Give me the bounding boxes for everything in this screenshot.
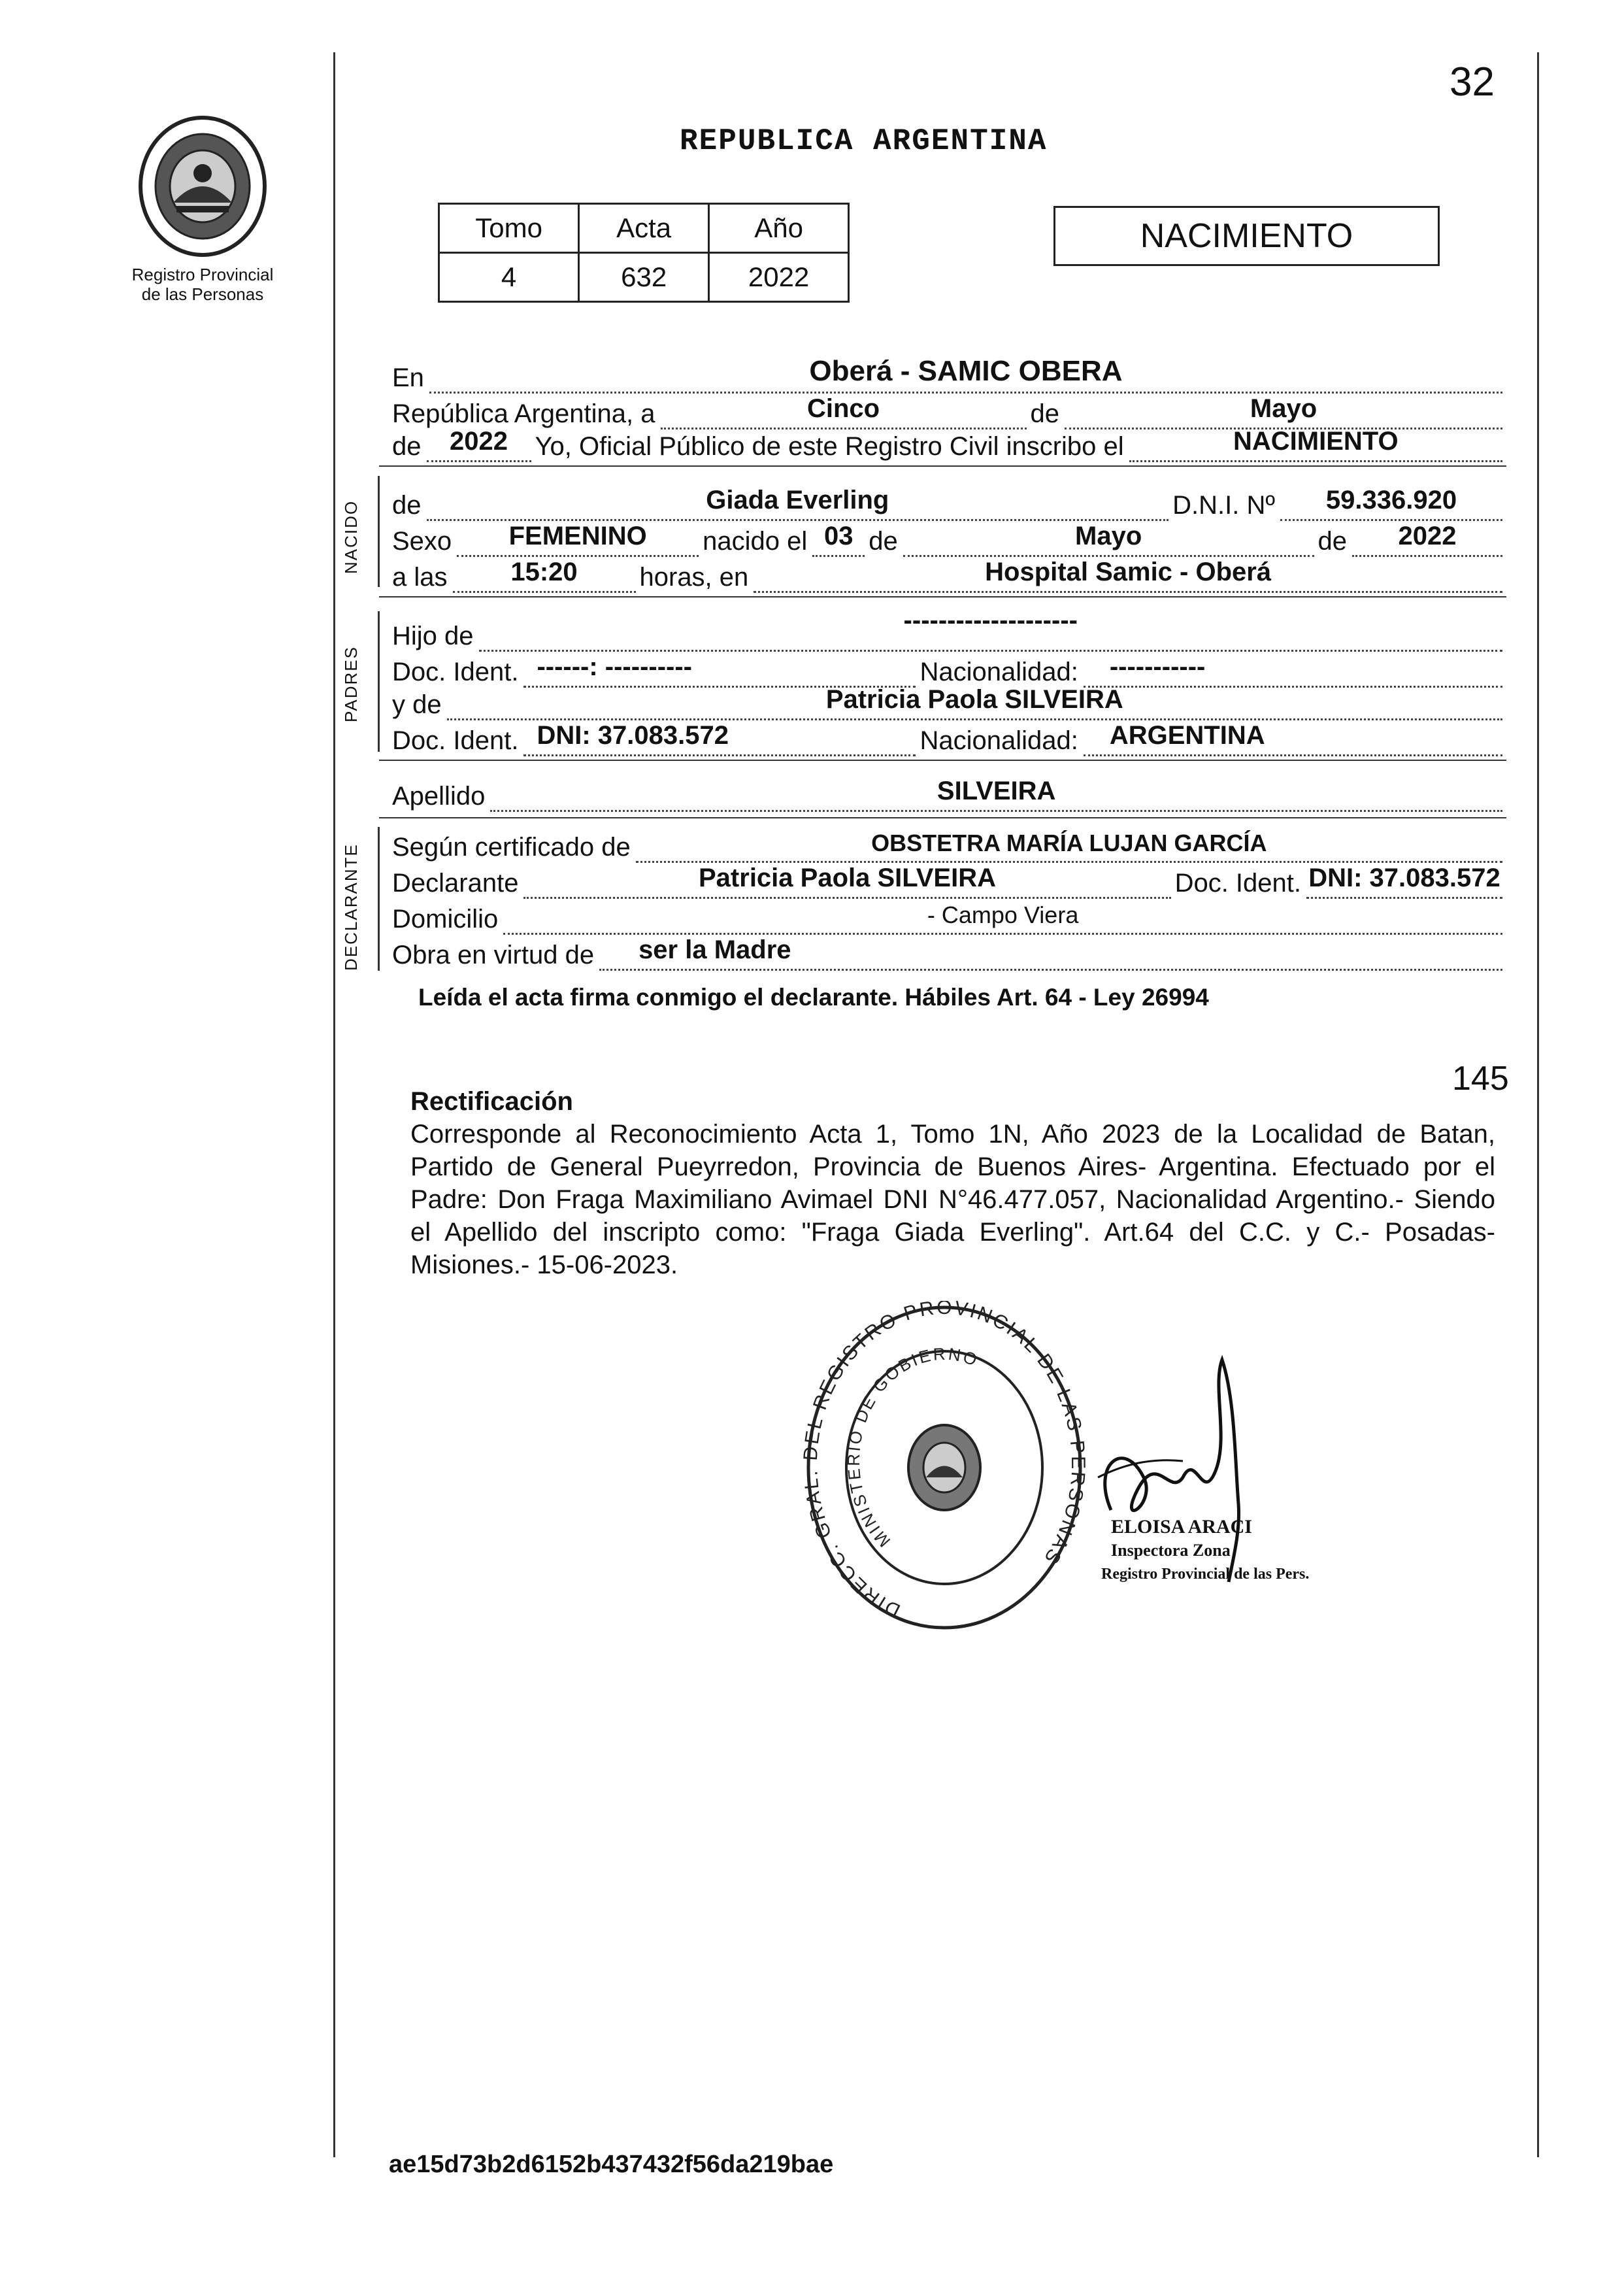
statement-text: Yo, Oficial Público de este Registro Civil inscribo el xyxy=(535,432,1124,461)
nacido-bracket xyxy=(378,476,380,587)
obra-field xyxy=(599,937,1502,971)
seal-inner-text: MINISTERIO DE GOBIERNO xyxy=(843,1343,982,1551)
de-label: de xyxy=(1317,527,1347,556)
republica-label: República Argentina, a xyxy=(392,399,655,428)
declarante-row-cert xyxy=(392,822,1506,863)
section-divider xyxy=(379,817,1506,818)
section-divider xyxy=(379,760,1506,761)
inscription-field xyxy=(1129,429,1502,462)
mother-doc-value: DNI: 37.083.572 xyxy=(537,721,729,750)
birth-day-value: 03 xyxy=(824,522,853,550)
right-margin-line xyxy=(1537,52,1539,2157)
cert-value: OBSTETRA MARÍA LUJAN GARCÍA xyxy=(871,830,1267,856)
declarante-label: Declarante xyxy=(392,869,519,898)
year-value: 2022 xyxy=(450,427,508,456)
intro-row-en xyxy=(392,353,1506,394)
record-table-header-row xyxy=(439,204,849,253)
sexo-label: Sexo xyxy=(392,527,452,556)
father-nat-value: ----------- xyxy=(1109,652,1206,681)
domicilio-value: - Campo Viera xyxy=(927,901,1079,928)
registry-label-line1: Registro Provincial xyxy=(131,265,274,284)
stamp-line3: Registro Provincial de las Pers. xyxy=(1101,1566,1310,1583)
nacionalidad-label: Nacionalidad: xyxy=(920,658,1078,686)
time-field xyxy=(453,560,636,593)
padres-row-father xyxy=(392,606,1506,652)
left-margin-line xyxy=(333,52,335,2157)
record-table xyxy=(438,203,850,303)
obra-value: ser la Madre xyxy=(638,935,791,964)
apellido-value: SILVEIRA xyxy=(936,777,1056,805)
document-hash: ae15d73b2d6152b437432f56da219bae xyxy=(389,2151,834,2178)
nacionalidad-label: Nacionalidad: xyxy=(920,726,1078,755)
nacido-row-sex xyxy=(392,516,1506,557)
time-value: 15:20 xyxy=(510,558,578,586)
doc-label: Doc. Ident. xyxy=(1174,869,1301,898)
cert-label: Según certificado de xyxy=(392,833,631,862)
mother-value: Patricia Paola SILVEIRA xyxy=(825,685,1123,714)
seal-outer-text: DIRECC. GRAL. DEL REGISTRO PROVINCIAL DE LAS PERSONAS xyxy=(801,1301,1088,1622)
de-label: de xyxy=(1030,399,1059,428)
day-value: Cinco xyxy=(806,394,880,423)
y-de-label: y de xyxy=(392,690,442,719)
dni-label: D.N.I. Nº xyxy=(1172,491,1275,520)
padres-side-label: PADRES xyxy=(341,646,361,722)
mother-nat-field xyxy=(1084,723,1502,756)
nacido-side-label: NACIDO xyxy=(341,499,361,574)
page-number: 32 xyxy=(1450,59,1495,105)
nacido-row-name xyxy=(392,480,1506,521)
record-table-cell: 2022 xyxy=(709,253,849,302)
registry-label-line2: de las Personas xyxy=(141,284,264,304)
horas-label: horas, en xyxy=(639,563,749,592)
doc-label: Doc. Ident. xyxy=(392,658,519,686)
de-label: de xyxy=(392,491,422,520)
padres-bracket xyxy=(378,611,380,752)
doc-label: Doc. Ident. xyxy=(392,726,519,755)
declarante-row-domicilio xyxy=(392,894,1506,935)
declarante-bracket xyxy=(378,827,380,971)
month-value: Mayo xyxy=(1250,394,1317,423)
official-seal xyxy=(801,1301,1088,1634)
birth-month-value: Mayo xyxy=(1075,522,1142,550)
padres-row-mother-doc xyxy=(392,716,1506,756)
stamp-line1: ELOISA ARACI xyxy=(1111,1516,1252,1538)
signature-note: Leída el acta firma conmigo el declarante. Hábiles Art. 64 - Ley 26994 xyxy=(418,984,1209,1011)
de-label: de xyxy=(869,527,898,556)
signature-block xyxy=(1072,1347,1412,1634)
dni-value: 59.336.920 xyxy=(1325,486,1457,514)
obra-label: Obra en virtud de xyxy=(392,941,595,969)
page-title: REPUBLICA ARGENTINA xyxy=(680,124,1048,158)
year-field xyxy=(427,429,531,462)
rectification-body: Corresponde al Reconocimiento Acta 1, Tomo 1N, Año 2023 de la Localidad de Batan, Partido de General Pueyrredon, Provincia de Buenos Aires- Argentina. Efectuado por el Padre: Don Fraga Maximiliano Avimael DNI N°46.477.057, Nacionalidad Argentino.- Siendo el Apellido del inscripto como: "Fraga Giada Everling". Art.64 del C.C. y C.- Posadas-Misiones.- 15-06-2023. xyxy=(410,1120,1495,1279)
a-las-label: a las xyxy=(392,563,448,592)
apellido-row xyxy=(392,771,1506,812)
section-divider xyxy=(379,596,1506,597)
declarante-side-label: DECLARANTE xyxy=(341,843,361,971)
domicilio-label: Domicilio xyxy=(392,905,499,933)
en-label: En xyxy=(392,363,424,392)
province-emblem xyxy=(131,111,274,261)
rectification-title: Rectificación xyxy=(410,1087,573,1116)
record-table-cell: 632 xyxy=(579,253,709,302)
record-table-header: Acta xyxy=(579,204,709,253)
father-doc-value: ------: ---------- xyxy=(537,652,692,681)
stamp-line2: Inspectora Zona xyxy=(1111,1541,1231,1560)
declarante-name-value: Patricia Paola SILVEIRA xyxy=(699,864,996,892)
registry-label xyxy=(111,265,294,304)
birth-place-value: Hospital Samic - Oberá xyxy=(985,558,1272,586)
sexo-value: FEMENINO xyxy=(508,522,647,550)
birth-place-field xyxy=(754,560,1502,593)
mother-nat-value: ARGENTINA xyxy=(1109,721,1265,750)
section-divider xyxy=(379,465,1506,467)
mother-doc-field xyxy=(523,723,916,756)
inscription-value: NACIMIENTO xyxy=(1233,427,1399,456)
record-table-cell: 4 xyxy=(439,253,579,302)
declarante-row-obra xyxy=(392,930,1506,971)
padres-row-mother xyxy=(392,680,1506,720)
nacido-row-time xyxy=(392,552,1506,593)
record-table-value-row xyxy=(439,253,849,302)
rectification-number: 145 xyxy=(1452,1060,1509,1098)
intro-row-statement xyxy=(392,422,1506,462)
place-value: Oberá - SAMIC OBERA xyxy=(809,355,1123,387)
father-value: -------------------- xyxy=(903,606,1078,635)
apellido-field xyxy=(490,779,1502,812)
name-value: Giada Everling xyxy=(706,486,889,514)
record-table-header: Año xyxy=(709,204,849,253)
apellido-label: Apellido xyxy=(392,782,486,811)
declarante-doc-value: DNI: 37.083.572 xyxy=(1308,864,1500,892)
record-table-header: Tomo xyxy=(439,204,579,253)
declarante-row-name xyxy=(392,858,1506,899)
record-type-box: NACIMIENTO xyxy=(1053,206,1440,266)
birth-year-value: 2022 xyxy=(1398,522,1457,550)
nacido-label: nacido el xyxy=(703,527,808,556)
de2-label: de xyxy=(392,432,422,461)
hijo-label: Hijo de xyxy=(392,622,474,650)
